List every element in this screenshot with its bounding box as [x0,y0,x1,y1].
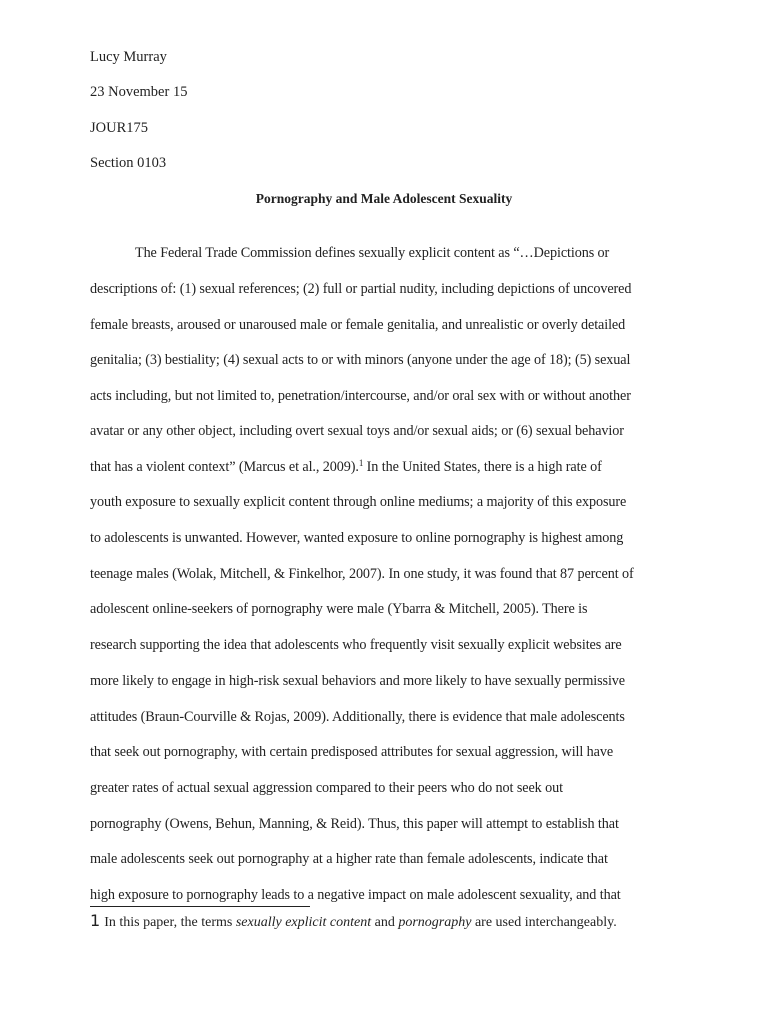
document-date: 23 November 15 [90,84,188,100]
body-line: attitudes (Braun-Courville & Rojas, 2009). Additionally, there is evidence that male adolescents [90,709,625,725]
body-line: descriptions of: (1) sexual references; (2) full or partial nudity, including depictions of uncovered [90,281,632,297]
body-line-with-footnote-ref [90,458,602,476]
body-line: more likely to engage in high-risk sexual behaviors and more likely to have sexually permissive [90,673,626,689]
paper-title: Pornography and Male Adolescent Sexuality [255,191,513,206]
footnote-text-middle: and [371,915,399,930]
footnote-text-after: are used interchangeably. [471,915,617,930]
body-line: acts including, but not limited to, penetration/intercourse, and/or oral sex with or without another [90,388,631,404]
body-line: female breasts, aroused or unaroused male or female genitalia, and unrealistic or overly detailed [90,317,626,333]
body-line: male adolescents seek out pornography at a higher rate than female adolescents, indicate that [90,851,608,867]
footnote [90,912,617,932]
footnote-term-pornography: pornography [398,915,472,930]
body-line: high exposure to pornography leads to a negative impact on male adolescent sexuality, and that [90,887,621,903]
footnote-number: 1 [90,911,101,930]
body-line: teenage males (Wolak, Mitchell, & Finkelhor, 2007). In one study, it was found that 87 percent of [90,566,634,582]
footnote-reference: 1 [358,458,364,468]
body-line: adolescent online-seekers of pornography were male (Ybarra & Mitchell, 2005). There is [90,601,588,617]
body-line-text: that has a violent context” (Marcus et al., 2009). [90,459,359,475]
body-line: avatar or any other object, including overt sexual toys and/or sexual aids; or (6) sexual behavior [90,423,624,439]
body-line: genitalia; (3) bestiality; (4) sexual acts to or with minors (anyone under the age of 18); (5) sexual [90,352,631,368]
body-line: greater rates of actual sexual aggression compared to their peers who do not seek out [90,780,563,796]
footnote-separator [90,906,310,907]
footnote-term-sexually-explicit-content: sexually explicit content [235,915,372,930]
author-name: Lucy Murray [90,49,167,65]
course-code: JOUR175 [90,120,149,136]
body-line: youth exposure to sexually explicit content through online mediums; a majority of this exposure [90,494,627,510]
body-line: to adolescents is unwanted. However, wanted exposure to online pornography is highest among [90,530,624,546]
body-line: that seek out pornography, with certain predisposed attributes for sexual aggression, will have [90,744,614,760]
section-number: Section 0103 [90,155,167,171]
footnote-text-before: In this paper, the terms [104,915,236,930]
body-line-continuation: In the United States, there is a high rate of [363,459,602,475]
body-line: research supporting the idea that adolescents who frequently visit sexually explicit websites are [90,637,622,653]
body-line: pornography (Owens, Behun, Manning, & Reid). Thus, this paper will attempt to establish that [90,816,619,832]
body-line: The Federal Trade Commission defines sexually explicit content as “…Depictions or [135,245,610,261]
